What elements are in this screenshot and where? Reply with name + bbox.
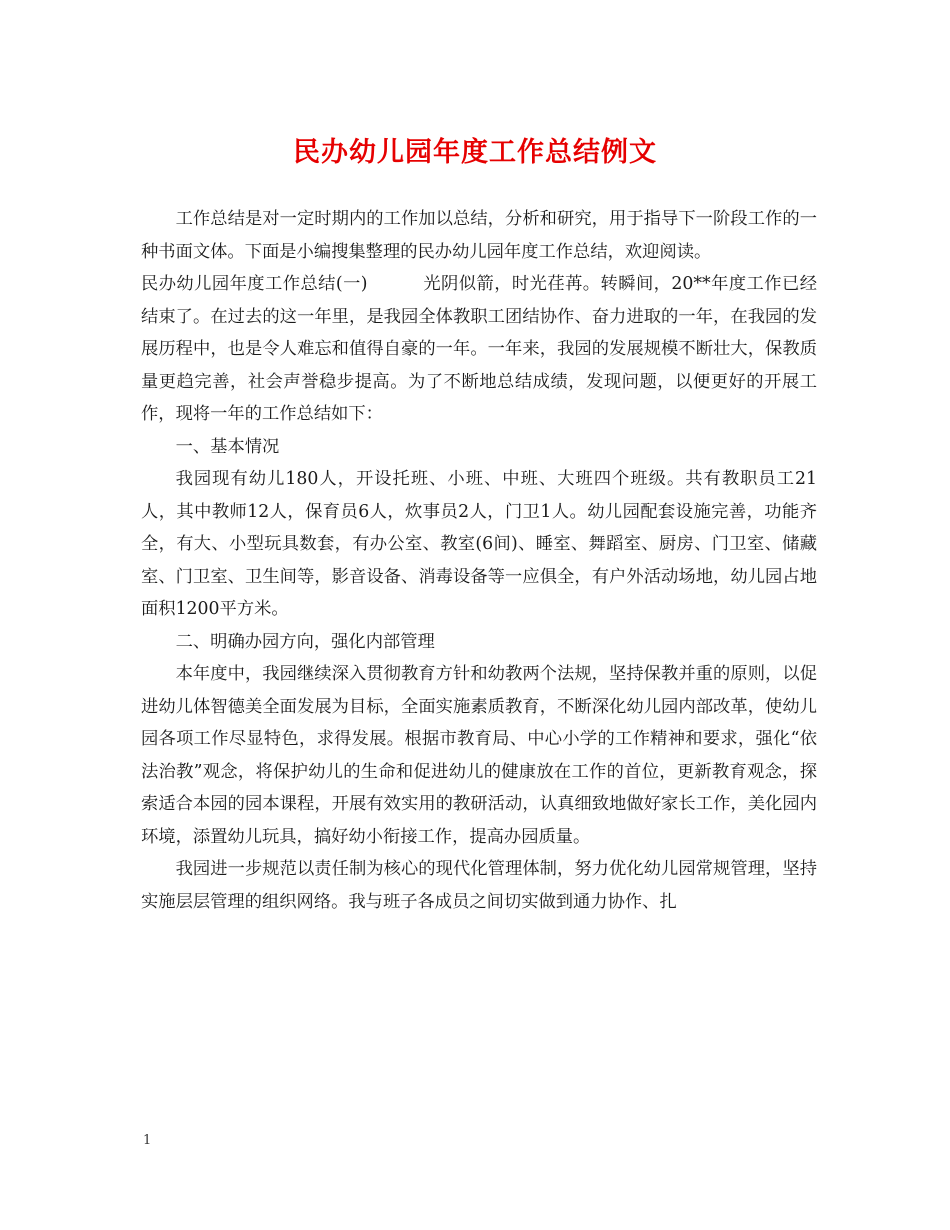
paragraph-management: 本年度中，我园继续深入贯彻教育方针和幼教两个法规，坚持保教并重的原则，以促进幼儿体智德美全面发展为目标，全面实施素质教育，不断深化幼儿园内部改革，使幼儿园各项工作尽显特色，求得发展。根据市教育局、中心小学的工作精神和要求，强化“依法治教”观念，将保护幼儿的生命和促进幼儿的健康放在工作的首位，更新教育观念，探索适合本园的园本课程，开展有效实用的教研活动，认真细致地做好家长工作，美化园内环境，添置幼儿玩具，搞好幼小衔接工作，提高办园质量。 — [141, 664, 817, 847]
document-title: 民办幼儿园年度工作总结例文 — [293, 137, 657, 168]
section-label: 民办幼儿园年度工作总结(一) — [141, 274, 368, 294]
document-body — [141, 203, 817, 918]
heading-management: 二、明确办园方向，强化内部管理 — [175, 631, 435, 652]
section-opening-text: 光阴似箭，时光荏苒。转瞬间，20**年度工作已经结束了。在过去的这一年里，是我园全体教职工团结协作、奋力进取的一年，在我园的发展历程中，也是令人难忘和值得自豪的一年。一年来，我园的发展规模不断壮大，保教质量更趋完善，社会声誉稳步提高。为了不断地总结成绩，发现问题，以便更好的开展工作，现将一年的工作总结如下： — [141, 274, 817, 424]
section-paragraph — [141, 268, 817, 431]
intro-paragraph: 工作总结是对一定时期内的工作加以总结，分析和研究，用于指导下一阶段工作的一种书面文体。下面是小编搜集整理的民办幼儿园年度工作总结，欢迎阅读。 — [141, 209, 817, 262]
heading-basic-situation: 一、基本情况 — [175, 436, 280, 457]
page-number: 1 — [143, 1133, 152, 1148]
paragraph-basic-situation: 我园现有幼儿180人，开设托班、小班、中班、大班四个班级。共有教职员工21人，其中教师12人，保育员6人，炊事员2人，门卫1人。幼儿园配套设施完善，功能齐全，有大、小型玩具数套，有办公室、教室(6间)、睡室、舞蹈室、厨房、门卫室、储藏室、门卫室、卫生间等，影音设备、消毒设备等一应俱全，有户外活动场地，幼儿园占地面积1200平方米。 — [141, 469, 817, 619]
paragraph-management-system: 我园进一步规范以责任制为核心的现代化管理体制，努力优化幼儿园常规管理，坚持实施层层管理的组织网络。我与班子各成员之间切实做到通力协作、扎 — [141, 859, 817, 912]
